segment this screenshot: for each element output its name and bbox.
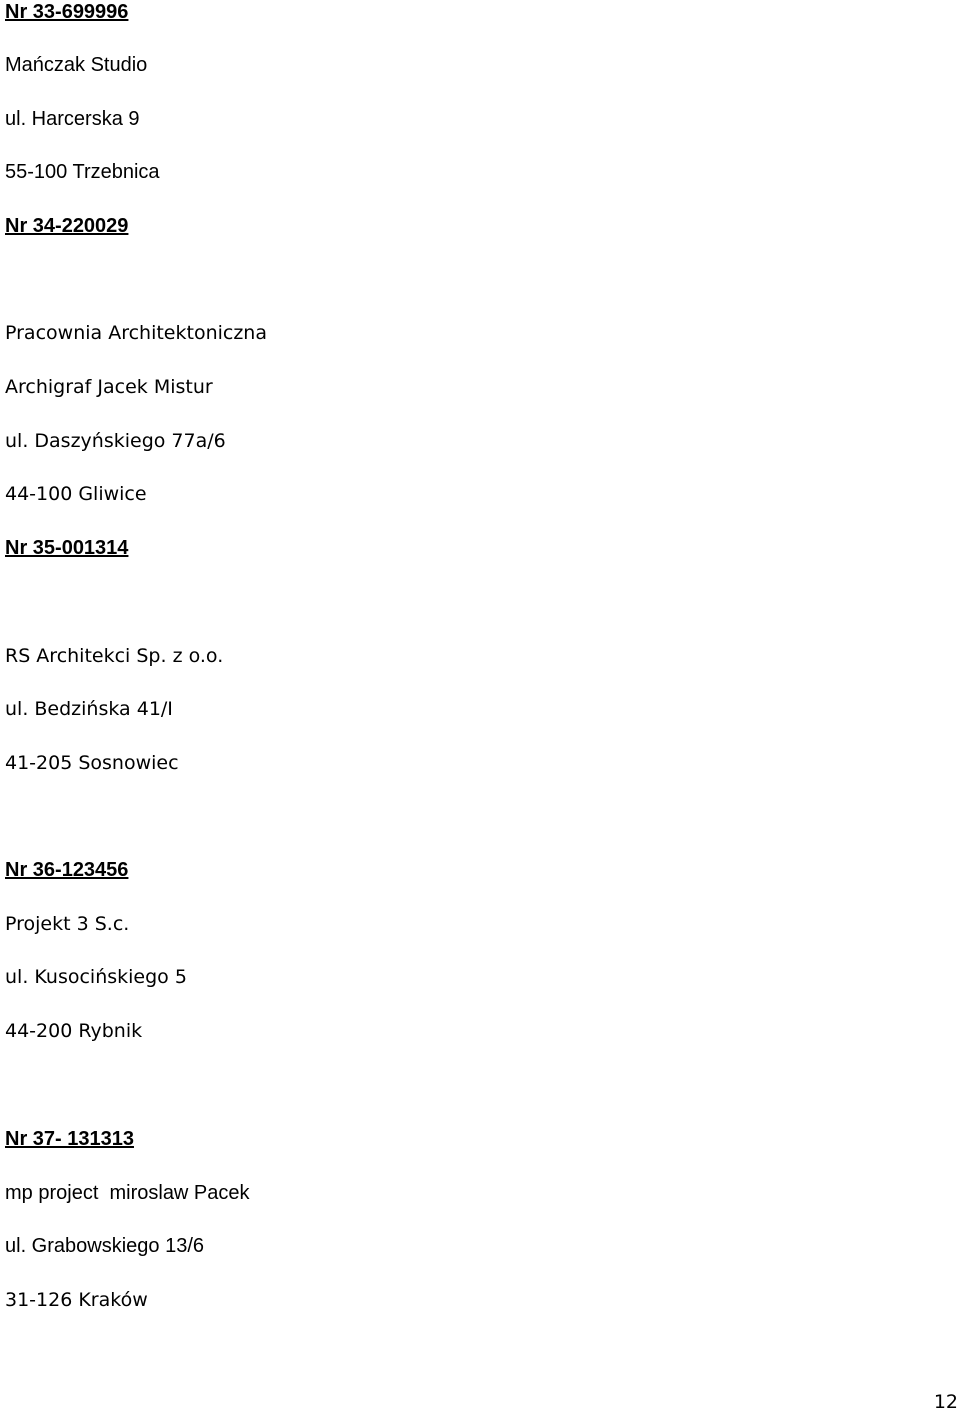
entry-number: Nr 37- 131313 [5,1128,134,1150]
entry-street: ul. Harcerska 9 [5,108,140,130]
page-number: 12 [933,1391,958,1413]
entry-street: ul. Kusocińskiego 5 [5,966,187,988]
entry-street: ul. Bedzińska 41/I [5,698,173,720]
entry-company: Projekt 3 S.c. [5,913,130,935]
entry-city: 55-100 Trzebnica [5,161,160,183]
entry-number: Nr 34-220029 [5,215,129,237]
entry-company: RS Architekci Sp. z o.o. [5,645,224,667]
entry-city: 44-200 Rybnik [5,1020,143,1042]
entry-number: Nr 35-001314 [5,537,129,559]
entry-city: 41-205 Sosnowiec [5,752,179,774]
entry-company: Mańczak Studio [5,54,148,76]
entry-city: 44-100 Gliwice [5,483,147,505]
entry-number: Nr 33-699996 [5,1,129,23]
entry-street: ul. Daszyńskiego 77a/6 [5,430,226,452]
entry-street: ul. Grabowskiego 13/6 [5,1235,205,1257]
entry-number: Nr 36-123456 [5,859,129,881]
entry-city: 31-126 Kraków [5,1289,148,1311]
entry-company: Pracownia Architektoniczna [5,322,267,344]
entry-company: mp project miroslaw Pacek [5,1182,250,1204]
entry-company-name: Archigraf Jacek Mistur [5,376,213,398]
